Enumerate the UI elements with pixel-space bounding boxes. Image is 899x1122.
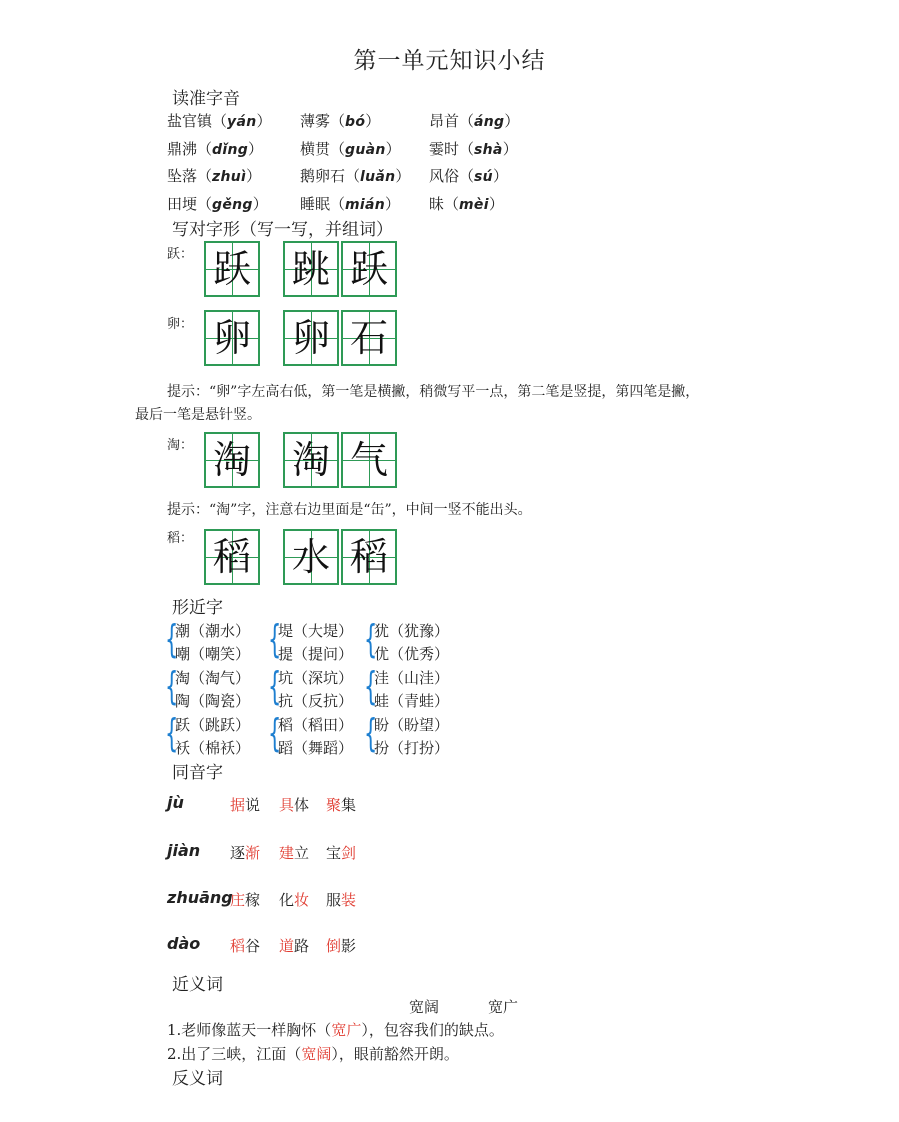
- highlight-char: 渐: [245, 844, 261, 862]
- plain-char: 路: [294, 937, 310, 955]
- highlight-char: 庄: [230, 891, 246, 909]
- similar-char-item: 潮（潮水）: [175, 622, 251, 640]
- similar-char-item: 淘（淘气）: [175, 669, 251, 687]
- paren: （: [459, 167, 475, 185]
- similar-char-item: 蹈（舞蹈）: [278, 739, 354, 757]
- paren: （: [330, 195, 346, 213]
- pinyin-text: zhuì: [212, 169, 247, 185]
- writing-label: 淘：: [167, 438, 194, 453]
- tip-luan-line2: 最后一笔是悬针竖。: [135, 407, 261, 423]
- plain-char: 化: [279, 891, 295, 909]
- similar-char-item: 犹（犹豫）: [374, 622, 450, 640]
- paren: ）: [365, 112, 381, 130]
- pinyin-item: [167, 110, 272, 131]
- homophone-pinyin: jiàn: [167, 841, 201, 860]
- word-text: 鼎沸: [167, 140, 198, 158]
- pinyin-text: gěng: [212, 197, 253, 213]
- paren: ）: [256, 112, 272, 130]
- homophone-pinyin: dào: [167, 934, 201, 953]
- brace-icon: {: [165, 664, 179, 708]
- synonym-sentence-2: [167, 1043, 459, 1064]
- word-text: 坠落: [167, 167, 198, 185]
- plain-char: 逐: [230, 844, 246, 862]
- plain-char: 服: [326, 891, 342, 909]
- word-text: 昂首: [429, 112, 460, 130]
- pinyin-text: guàn: [345, 142, 386, 158]
- pinyin-item: [167, 193, 268, 214]
- handwritten-char: 跳: [291, 247, 330, 291]
- plain-char: 立: [294, 844, 310, 862]
- pinyin-item: [300, 165, 410, 186]
- word-text: 昧: [429, 195, 445, 213]
- answer-text: 宽广: [331, 1021, 362, 1039]
- synonym-sentence-1: [167, 1019, 504, 1040]
- tianzige-cell: [283, 241, 339, 297]
- brace-icon: {: [268, 664, 282, 708]
- plain-char: 宝: [326, 844, 342, 862]
- pinyin-item: [429, 193, 504, 214]
- section-heading-antonym: 反义词: [172, 1069, 223, 1089]
- paren: （: [459, 112, 475, 130]
- homophone-pinyin: zhuāng: [167, 888, 233, 907]
- word-text: 横贯: [300, 140, 331, 158]
- similar-char-item: 袄（棉袄）: [175, 739, 251, 757]
- pinyin-text: shà: [474, 142, 503, 158]
- brace-icon: {: [165, 711, 179, 755]
- paren: （: [345, 167, 361, 185]
- word-text: 田埂: [167, 195, 198, 213]
- handwritten-char: 跃: [212, 247, 251, 291]
- handwritten-char: 跃: [349, 247, 388, 291]
- sentence-text: 1.老师像蓝天一样胸怀（: [167, 1021, 332, 1039]
- paren: ）: [385, 140, 401, 158]
- pinyin-item: [167, 165, 261, 186]
- paren: ）: [248, 140, 264, 158]
- pinyin-item: [429, 138, 518, 159]
- section-heading-synonym: 近义词: [172, 975, 223, 995]
- homophone-word: [279, 935, 309, 956]
- tianzige-cell: [341, 529, 397, 585]
- homophone-word: [230, 935, 260, 956]
- brace-icon: {: [364, 664, 378, 708]
- paren: （: [459, 140, 475, 158]
- writing-label: 稻：: [167, 531, 194, 546]
- homophone-word: [230, 889, 260, 910]
- highlight-char: 稻: [230, 937, 246, 955]
- paren: ）: [502, 140, 518, 158]
- tianzige-cell: [283, 310, 339, 366]
- pinyin-text: áng: [474, 114, 505, 130]
- similar-char-item: 跃（跳跃）: [175, 716, 251, 734]
- handwritten-char: 气: [349, 438, 388, 482]
- paren: （: [444, 195, 460, 213]
- answer-text: 宽阔: [301, 1045, 332, 1063]
- tianzige-cell: [204, 241, 260, 297]
- tianzige-cell: [283, 529, 339, 585]
- brace-icon: {: [268, 711, 282, 755]
- brace-icon: {: [364, 711, 378, 755]
- highlight-char: 妆: [294, 891, 310, 909]
- similar-char-item: 优（优秀）: [374, 645, 450, 663]
- handwritten-char: 卵: [291, 316, 330, 360]
- brace-icon: {: [364, 617, 378, 661]
- pinyin-text: yán: [227, 114, 257, 130]
- word-text: 薄雾: [300, 112, 331, 130]
- paren: ）: [504, 112, 520, 130]
- word-text: 盐官镇: [167, 112, 213, 130]
- tip-luan-line1: 提示：“卵”字左高右低，第一笔是横撇，稍微写平一点，第二笔是竖提，第四笔是撇，: [167, 384, 700, 400]
- handwritten-char: 淘: [291, 438, 330, 482]
- handwritten-char: 卵: [212, 316, 251, 360]
- homophone-pinyin: jù: [167, 793, 184, 812]
- section-heading-similar: 形近字: [172, 598, 223, 618]
- handwritten-char: 稻: [349, 535, 388, 579]
- paren: （: [330, 112, 346, 130]
- paren: （: [197, 195, 213, 213]
- similar-char-item: 洼（山洼）: [374, 669, 450, 687]
- homophone-word: [279, 842, 309, 863]
- writing-label: 跃：: [167, 247, 194, 262]
- sentence-text: 2.出了三峡，江面（: [167, 1045, 302, 1063]
- pinyin-item: [429, 110, 519, 131]
- section-heading-pronunciation: 读准字音: [172, 89, 240, 109]
- tianzige-cell: [341, 310, 397, 366]
- highlight-char: 具: [279, 796, 295, 814]
- similar-char-item: 坑（深坑）: [278, 669, 354, 687]
- writing-label: 卵：: [167, 317, 194, 332]
- homophone-word: [279, 889, 309, 910]
- homophone-word: [326, 794, 356, 815]
- paren: ）: [395, 167, 411, 185]
- handwritten-char: 石: [349, 316, 388, 360]
- pinyin-item: [429, 165, 508, 186]
- homophone-word: [326, 889, 356, 910]
- plain-char: 集: [341, 796, 357, 814]
- synonym-option: 宽阔: [409, 998, 440, 1016]
- similar-char-item: 提（提问）: [278, 645, 354, 663]
- highlight-char: 倒: [326, 937, 342, 955]
- paren: （: [330, 140, 346, 158]
- pinyin-item: [167, 138, 263, 159]
- brace-icon: {: [268, 617, 282, 661]
- section-heading-writing: 写对字形（写一写，并组词）: [172, 220, 393, 240]
- sentence-text: ），包容我们的缺点。: [361, 1021, 504, 1039]
- tianzige-cell: [204, 432, 260, 488]
- similar-char-item: 蛙（青蛙）: [374, 692, 450, 710]
- pinyin-text: luǎn: [360, 169, 396, 185]
- homophone-word: [326, 842, 356, 863]
- plain-char: 体: [294, 796, 310, 814]
- word-text: 鹅卵石: [300, 167, 346, 185]
- section-heading-homophone: 同音字: [172, 763, 223, 783]
- tianzige-cell: [204, 529, 260, 585]
- word-text: 风俗: [429, 167, 460, 185]
- highlight-char: 道: [279, 937, 295, 955]
- plain-char: 稼: [245, 891, 261, 909]
- pinyin-text: sú: [474, 169, 493, 185]
- pinyin-text: dǐng: [212, 142, 249, 158]
- tianzige-cell: [341, 241, 397, 297]
- pinyin-item: [300, 138, 401, 159]
- homophone-word: [326, 935, 356, 956]
- handwritten-char: 稻: [212, 535, 251, 579]
- similar-char-item: 陶（陶瓷）: [175, 692, 251, 710]
- homophone-word: [230, 794, 260, 815]
- handwritten-char: 水: [291, 535, 330, 579]
- synonym-option: 宽广: [488, 998, 519, 1016]
- similar-char-item: 稻（稻田）: [278, 716, 354, 734]
- plain-char: 谷: [245, 937, 261, 955]
- similar-char-item: 嘲（嘲笑）: [175, 645, 251, 663]
- handwritten-char: 淘: [212, 438, 251, 482]
- homophone-word: [279, 794, 309, 815]
- highlight-char: 据: [230, 796, 246, 814]
- paren: （: [197, 167, 213, 185]
- paren: ）: [246, 167, 262, 185]
- plain-char: 影: [341, 937, 357, 955]
- pinyin-item: [300, 110, 380, 131]
- highlight-char: 聚: [326, 796, 342, 814]
- sentence-text: ），眼前豁然开朗。: [331, 1045, 459, 1063]
- tianzige-cell: [283, 432, 339, 488]
- pinyin-text: bó: [345, 114, 366, 130]
- page-title: 第一单元知识小结: [353, 48, 546, 74]
- word-text: 霎时: [429, 140, 460, 158]
- pinyin-text: mèi: [459, 197, 489, 213]
- pinyin-item: [300, 193, 400, 214]
- tianzige-cell: [341, 432, 397, 488]
- highlight-char: 建: [279, 844, 295, 862]
- similar-char-item: 扮（打扮）: [374, 739, 450, 757]
- similar-char-item: 盼（盼望）: [374, 716, 450, 734]
- highlight-char: 剑: [341, 844, 357, 862]
- highlight-char: 装: [341, 891, 357, 909]
- brace-icon: {: [165, 617, 179, 661]
- word-text: 睡眠: [300, 195, 331, 213]
- paren: ）: [488, 195, 504, 213]
- paren: （: [197, 140, 213, 158]
- paren: ）: [385, 195, 401, 213]
- paren: ）: [492, 167, 508, 185]
- paren: ）: [252, 195, 268, 213]
- pinyin-text: mián: [345, 197, 386, 213]
- plain-char: 说: [245, 796, 261, 814]
- tip-tao: 提示：“淘”字，注意右边里面是“缶”，中间一竖不能出头。: [167, 502, 532, 518]
- homophone-word: [230, 842, 260, 863]
- tianzige-cell: [204, 310, 260, 366]
- paren: （: [212, 112, 228, 130]
- similar-char-item: 堤（大堤）: [278, 622, 354, 640]
- similar-char-item: 抗（反抗）: [278, 692, 354, 710]
